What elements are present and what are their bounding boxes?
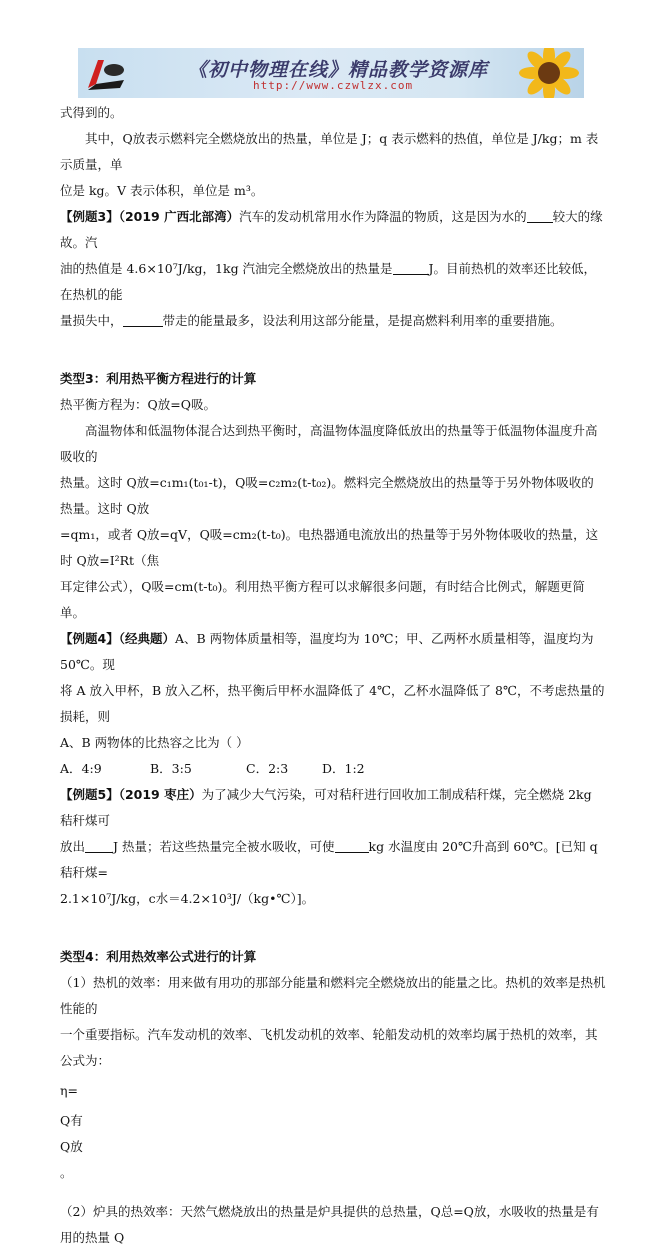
sunflower-icon — [514, 48, 584, 98]
example-5-text-2b: J 热量；若这些热量完全被水吸收，可使 — [113, 839, 335, 854]
section-title-type-3: 类型3：利用热平衡方程进行的计算 — [60, 371, 257, 386]
logo-icon — [84, 52, 130, 94]
example-4-source: （经典题） — [118, 631, 175, 646]
document-body — [60, 100, 606, 1251]
example-3-source: （2019 广西北部湾） — [118, 209, 240, 224]
example-3-line-3 — [60, 308, 606, 334]
type-4-line-1: （1）热机的效率：用来做有用功的那部分能量和燃料完全燃烧放出的能量之比。热机的效率是热机性能的 — [60, 975, 606, 1016]
fraction-denominator: Q放 — [60, 1139, 83, 1154]
paragraph-continuation: 式得到的。 — [60, 105, 123, 120]
example-5-label: 【例题5】 — [60, 787, 119, 802]
header-banner — [78, 48, 584, 98]
example-5-text-1: 为了减少大气污染，可对秸秆进行回收加工制成秸秆煤，完全燃烧 2kg 秸秆煤可 — [60, 787, 592, 828]
type-4-line-2: 一个重要指标。汽车发动机的效率、飞机发动机的效率、轮船发动机的效率均属于热机的效率，其公式为： — [60, 1027, 598, 1068]
example-3-text-3a: 量损失中， — [60, 313, 123, 328]
example-3-text-1b: 较大的缘故。汽 — [60, 209, 603, 250]
example-3-text-2b: J。目前热机的效率还比较低，在热机的能 — [60, 261, 597, 302]
example-5-line-3: 2.1×10⁷J/kg，c水＝4.2×10³J/（kg•℃）]。 — [60, 891, 315, 906]
definition-line-2: 位是 kg。V 表示体积，单位是 m³。 — [60, 183, 264, 198]
type-3-paragraph-1: 高温物体和低温物体混合达到热平衡时，高温物体温度降低放出的热量等于低温物体温度升高吸收的 — [60, 423, 598, 464]
example-3-line-2 — [60, 256, 606, 308]
example-5-text-2a: 放出 — [60, 839, 86, 854]
type-3-paragraph-4: 耳定律公式），Q吸=cm(t-t₀)。利用热平衡方程可以求解很多问题，有时结合比例式，解题更简单。 — [60, 579, 585, 620]
example-5 — [60, 782, 606, 834]
section-title-type-4: 类型4：利用热效率公式进行的计算 — [60, 949, 257, 964]
option-b: B．3:5 — [150, 761, 192, 776]
banner-title: 《初中物理在线》精品教学资源库 — [188, 59, 489, 81]
option-c: C．2:3 — [246, 761, 289, 776]
example-4 — [60, 626, 606, 678]
type-3-paragraph-3: =qm₁，或者 Q放=qV，Q吸=cm₂(t-t₀)。电热器通电流放出的热量等于另外物体吸收的热量，这时 Q放=I²Rt（焦 — [60, 527, 599, 568]
answer-blank — [393, 260, 429, 275]
example-4-label: 【例题4】 — [60, 631, 119, 646]
formula-end: 。 — [60, 1165, 73, 1180]
example-4-text-1: A、B 两物体质量相等，温度均为 10℃；甲、乙两杯水质量相等，温度均为 50℃。现 — [60, 631, 594, 672]
heat-balance-equation: 热平衡方程为：Q放=Q吸。 — [60, 397, 216, 412]
banner-url: http://www.czwlzx.com — [253, 79, 414, 92]
answer-blank — [123, 312, 163, 327]
eta-label: η= — [60, 1083, 78, 1098]
example-3-label: 【例题3】 — [60, 209, 119, 224]
example-5-line-2 — [60, 834, 606, 886]
example-4-line-2: 将 A 放入甲杯，B 放入乙杯，热平衡后甲杯水温降低了 4℃，乙杯水温降低了 8℃，不考虑热量的损耗，则 — [60, 683, 605, 724]
answer-blank — [335, 838, 369, 853]
answer-blank — [527, 208, 553, 223]
type-3-paragraph-2: 热量。这时 Q放=c₁m₁(t₀₁-t)，Q吸=c₂m₂(t-t₀₂)。燃料完全燃烧放出的热量等于另外物体吸收的热量。这时 Q放 — [60, 475, 594, 516]
fraction-numerator: Q有 — [60, 1113, 83, 1128]
example-3 — [60, 204, 606, 256]
option-d: D．1:2 — [322, 761, 365, 776]
example-5-text-2c: kg 水温度由 20℃升高到 60℃。[已知 q秸秆煤= — [60, 839, 598, 880]
example-4-options — [60, 756, 606, 782]
example-3-text-1: 汽车的发动机常用水作为降温的物质，这是因为水的 — [239, 209, 527, 224]
example-3-text-2a: 油的热值是 4.6×10⁷J/kg，1kg 汽油完全燃烧放出的热量是 — [60, 261, 393, 276]
example-3-text-3b: 带走的能量最多，设法利用这部分能量，是提高燃料利用率的重要措施。 — [162, 313, 563, 328]
efficiency-formula — [60, 1074, 606, 1108]
definition-line-1: 其中，Q放表示燃料完全燃烧放出的热量，单位是 J；q 表示燃料的热值，单位是 J/kg；m 表示质量，单 — [60, 131, 599, 172]
example-4-line-3: A、B 两物体的比热容之比为（ ） — [60, 735, 249, 750]
answer-blank — [85, 838, 113, 853]
example-5-source: （2019 枣庄） — [118, 787, 202, 802]
type-4-line-3: （2）炉具的热效率：天然气燃烧放出的热量是炉具提供的总热量，Q总=Q放，水吸收的热量是有用的热量 Q — [60, 1203, 599, 1245]
option-a: A．4:9 — [60, 761, 102, 776]
